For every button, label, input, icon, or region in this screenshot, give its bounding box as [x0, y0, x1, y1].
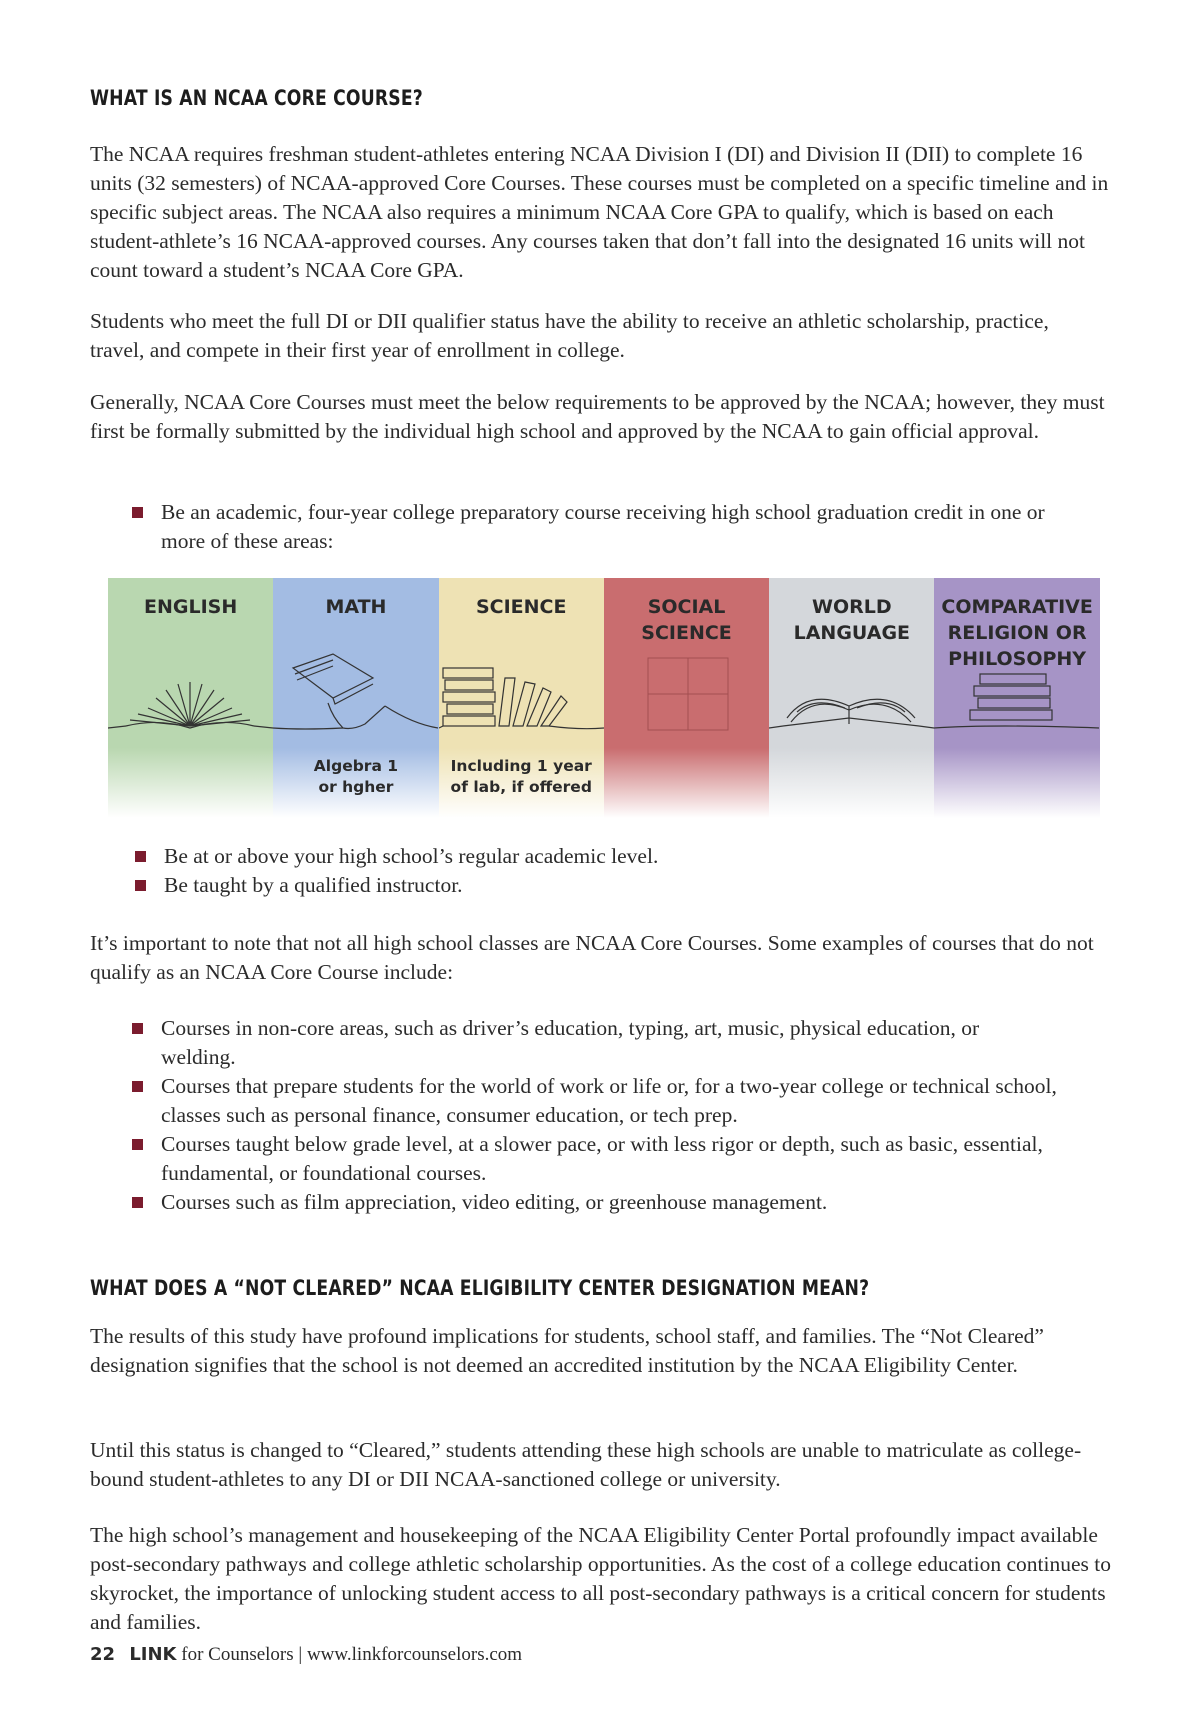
- subject-color-fade: [934, 748, 1099, 818]
- open-book-flat-icon: [769, 648, 934, 748]
- bullet-square-icon: [132, 1197, 143, 1208]
- hand-holding-book-icon: [273, 648, 438, 748]
- footer-text: for Counselors | www.linkforcounselors.com: [181, 1644, 523, 1665]
- page-footer: [90, 1644, 522, 1666]
- requirements-list-intro: [132, 498, 1092, 556]
- paragraph-study-results: The results of this study have profound implications for students, school staff, and families. The “Not Cleared” designation signifies that the school is not deemed an accredited institution by the NCAA Eligibility Center.: [90, 1324, 1044, 1377]
- brand-name: LINK: [129, 1644, 177, 1665]
- open-book-icon: [108, 648, 273, 748]
- subject-social-science: [604, 578, 769, 818]
- subject-color-fade: [604, 748, 769, 818]
- bullet-square-icon: [135, 880, 146, 891]
- subject-note: Algebra 1 or hgher: [313, 757, 399, 796]
- paragraph-not-core: It’s important to note that not all high school classes are NCAA Core Courses. Some examples of courses that do not qualify as an NCAA Core Course include:: [90, 931, 1094, 984]
- list-item: [132, 1072, 1092, 1130]
- list-item: [135, 871, 1095, 900]
- subject-title: SCIENCE: [475, 596, 567, 618]
- bullet-square-icon: [132, 1139, 143, 1150]
- subject-color-fade: [108, 748, 273, 818]
- section-heading-not-cleared: WHAT DOES A “NOT CLEARED” NCAA ELIGIBILITY CENTER DESIGNATION MEAN?: [90, 1276, 870, 1300]
- list-item-text: Be an academic, four-year college preparatory course receiving high school graduation credit in one or more of these areas:: [161, 500, 1045, 553]
- list-item: [135, 842, 1095, 871]
- list-item: [132, 1188, 1092, 1217]
- paragraph-core-intro: The NCAA requires freshman student-athletes entering NCAA Division I (DI) and Division II (DII) to complete 16 units (32 semesters) of NCAA-approved Core Courses. These courses must be completed on a specific timeline and in specific subject areas. The NCAA also requires a minimum NCAA Core GPA to qualify, which is based on each student-athlete’s 16 NCAA-approved courses. Any courses taken that don’t fall into the designated 16 units will not count toward a student’s NCAA Core GPA.: [90, 142, 1109, 282]
- subject-color-fade: [769, 748, 934, 818]
- list-item-text: Be taught by a qualified instructor.: [164, 873, 463, 897]
- subject-title: SOCIAL SCIENCE: [641, 596, 732, 644]
- subject-science: [439, 578, 604, 818]
- bullet-square-icon: [132, 1081, 143, 1092]
- section-heading-core-course: WHAT IS AN NCAA CORE COURSE?: [90, 86, 423, 110]
- list-item: [132, 1014, 1092, 1072]
- non-core-list: [132, 1014, 1092, 1217]
- bullet-square-icon: [132, 1023, 143, 1034]
- list-item-text: Courses taught below grade level, at a slower pace, or with less rigor or depth, such as basic, essential, fundamental, or foundational courses.: [161, 1132, 1043, 1185]
- subject-english: [108, 578, 273, 818]
- list-item-text: Courses such as film appreciation, video editing, or greenhouse management.: [161, 1190, 828, 1214]
- paragraph-status-change: Until this status is changed to “Cleared,” students attending these high schools are unable to matriculate as college-bound student-athletes to any DI or DII NCAA-sanctioned college or university.: [90, 1438, 1082, 1491]
- paragraph-general-requirements: Generally, NCAA Core Courses must meet the below requirements to be approved by the NCAA; however, they must first be formally submitted by the individual high school and approved by the NCAA to gain official approval.: [90, 390, 1105, 443]
- requirements-list: [135, 842, 1095, 900]
- subject-math: [273, 578, 438, 818]
- subject-title: COMPARATIVE RELIGION OR PHILOSOPHY: [941, 596, 1093, 670]
- subject-world-language: [769, 578, 934, 818]
- list-item-text: Courses that prepare students for the world of work or life or, for a two-year college or technical school, classes such as personal finance, consumer education, or tech prep.: [161, 1074, 1057, 1127]
- list-item-text: Be at or above your high school’s regular academic level.: [164, 844, 659, 868]
- page-number: 22: [90, 1644, 116, 1665]
- paragraph-portal-management: The high school’s management and housekeeping of the NCAA Eligibility Center Portal profoundly impact available post-secondary pathways and college athletic scholarship opportunities. As the cost of a college education continues to skyrocket, the importance of unlocking student access to all post-secondary pathways is a critical concern for students and families.: [90, 1523, 1111, 1634]
- bullet-square-icon: [132, 507, 143, 518]
- list-item: [132, 498, 1092, 556]
- bullet-square-icon: [135, 851, 146, 862]
- subject-title: WORLD LANGUAGE: [793, 596, 911, 644]
- book-grid-icon: [604, 648, 769, 748]
- stacked-books-icon: [439, 648, 604, 748]
- paragraph-qualifier-status: Students who meet the full DI or DII qualifier status have the ability to receive an athletic scholarship, practice, travel, and compete in their first year of enrollment in college.: [90, 309, 1049, 362]
- subject-areas-graphic: [108, 578, 1100, 818]
- subject-note: Including 1 year of lab, if offered: [450, 757, 592, 796]
- list-item-text: Courses in non-core areas, such as driver’s education, typing, art, music, physical education, or welding.: [161, 1016, 980, 1069]
- subject-comparative-religion: [934, 578, 1099, 818]
- book-stack-icon: [934, 648, 1099, 748]
- subject-title: MATH: [325, 596, 387, 618]
- list-item: [132, 1130, 1092, 1188]
- subject-title: ENGLISH: [144, 596, 238, 618]
